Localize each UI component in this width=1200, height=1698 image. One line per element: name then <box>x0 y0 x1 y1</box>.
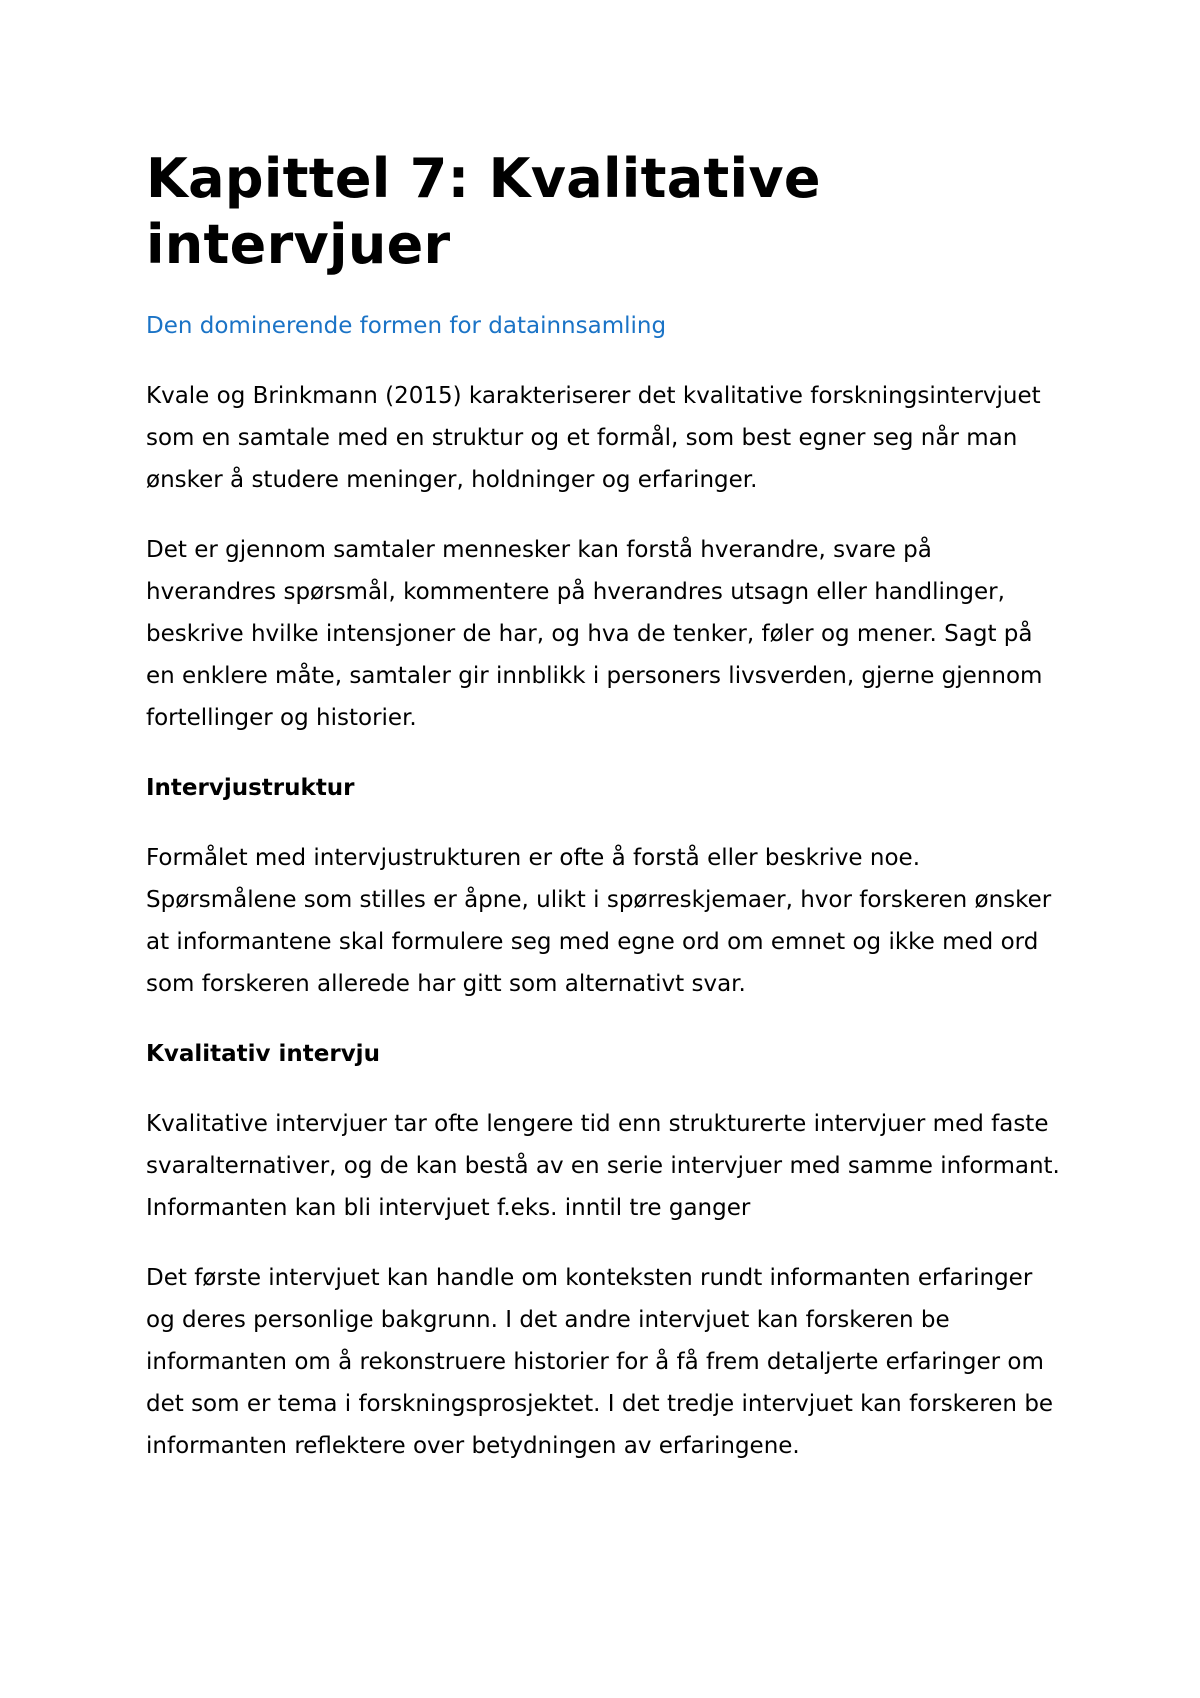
paragraph-interview-series: Det første intervjuet kan handle om konteksten rundt informanten erfaringer og deres personlige bakgrunn. I det andre intervjuet kan forskeren be informanten om å rekonstruere historier for å få frem detaljerte erfaringer om det som er tema i forskningsprosjektet. I det tredje intervjuet kan forskeren be informanten reflektere over betydningen av erfaringene. <box>146 1265 1054 1459</box>
paragraph-conversation: Det er gjennom samtaler mennesker kan forstå hverandre, svare på hverandres spørsmål, kommentere på hverandres utsagn eller handlinger, beskrive hvilke intensjoner de har, og hva de tenker, føler og mener. Sagt på en enklere måte, samtaler gir innblikk i personers livsverden, gjerne gjennom fortellinger og historier. <box>146 537 1043 731</box>
paragraph-structure: Formålet med intervjustrukturen er ofte å forstå eller beskrive noe. Spørsmålene som stilles er åpne, ulikt i spørreskjemaer, hvor forskeren ønsker at informantene skal formulere seg med egne ord om emnet og ikke med ord som forskeren allerede har gitt som alternativt svar. <box>146 845 1052 997</box>
page-title: Kapittel 7: Kvalitative intervjuer <box>146 147 821 276</box>
section-heading-intervjustruktur: Intervjustruktur <box>146 775 355 801</box>
paragraph-intro: Kvale og Brinkmann (2015) karakteriserer det kvalitative forskningsintervjuet som en samtale med en struktur og et formål, som best egner seg når man ønsker å studere meninger, holdninger og erfaringer. <box>146 383 1041 493</box>
document-page <box>146 146 1066 1467</box>
paragraph-qualitative: Kvalitative intervjuer tar ofte lengere tid enn strukturerte intervjuer med faste svaralternativer, og de kan bestå av en serie intervjuer med samme informant. Informanten kan bli intervjuet f.eks. inntil tre ganger <box>146 1111 1060 1221</box>
page-subtitle: Den dominerende formen for datainnsamling <box>146 313 667 339</box>
section-heading-kvalitativ-intervju: Kvalitativ intervju <box>146 1041 380 1067</box>
